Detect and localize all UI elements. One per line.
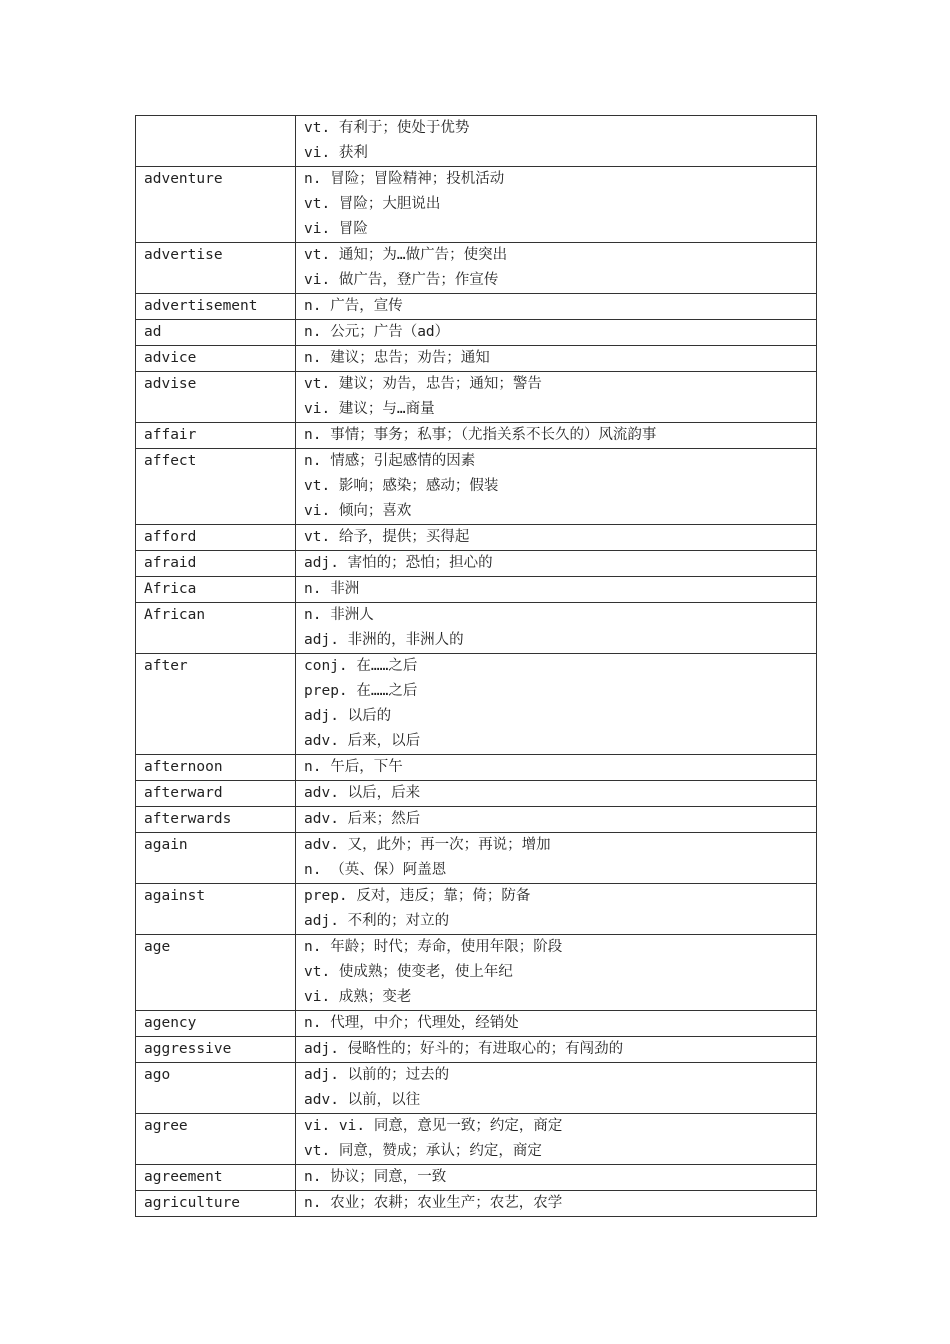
word-cell: agency: [136, 1011, 296, 1037]
word-cell: advertisement: [136, 294, 296, 320]
definition-cell: [296, 1191, 817, 1217]
table-row: [136, 1011, 817, 1037]
definition-cell: [296, 884, 817, 935]
definition-cell: [296, 116, 817, 167]
definition-cell: [296, 1011, 817, 1037]
definition-cell: [296, 654, 817, 755]
definition-line: conj. 在……之后: [304, 658, 418, 674]
definition-cell: [296, 449, 817, 525]
definition-line: n. 冒险；冒险精神；投机活动: [304, 171, 505, 187]
definition-cell: [296, 1114, 817, 1165]
word-cell: ad: [136, 320, 296, 346]
table-row: [136, 1191, 817, 1217]
table-row: [136, 449, 817, 525]
definition-line: n. （英、保）阿盖恩: [304, 862, 447, 878]
definition-line: vi. 获利: [304, 145, 368, 161]
definition-line: adj. 非洲的，非洲人的: [304, 632, 464, 648]
word-cell: afternoon: [136, 755, 296, 781]
table-row: [136, 167, 817, 243]
table-row: [136, 243, 817, 294]
word-cell: agree: [136, 1114, 296, 1165]
definition-line: adj. 不利的；对立的: [304, 913, 450, 929]
table-row: [136, 116, 817, 167]
word-cell: affect: [136, 449, 296, 525]
table-row: [136, 525, 817, 551]
definition-line: adj. 侵略性的；好斗的；有进取心的；有闯劲的: [304, 1041, 624, 1057]
table-row: [136, 1114, 817, 1165]
definition-line: vt. 给予，提供；买得起: [304, 529, 470, 545]
definition-line: n. 非洲人: [304, 607, 374, 623]
definition-line: vt. 有利于；使处于优势: [304, 120, 470, 136]
definition-line: vt. 使成熟；使变老，使上年纪: [304, 964, 513, 980]
definition-cell: [296, 167, 817, 243]
definition-line: adv. 后来，以后: [304, 733, 421, 749]
table-row: [136, 346, 817, 372]
definition-cell: [296, 525, 817, 551]
definition-cell: [296, 781, 817, 807]
definition-cell: [296, 551, 817, 577]
word-cell: advise: [136, 372, 296, 423]
definition-line: n. 公元；广告（ad）: [304, 324, 450, 340]
word-cell: ago: [136, 1063, 296, 1114]
definition-line: n. 年龄；时代；寿命，使用年限；阶段: [304, 939, 563, 955]
definition-line: vt. 同意，赞成；承认；约定，商定: [304, 1143, 542, 1159]
word-cell: after: [136, 654, 296, 755]
word-cell: advice: [136, 346, 296, 372]
word-cell: against: [136, 884, 296, 935]
definition-cell: [296, 294, 817, 320]
definition-line: vi. 倾向；喜欢: [304, 503, 412, 519]
table-row: [136, 935, 817, 1011]
table-row: [136, 884, 817, 935]
definition-cell: [296, 423, 817, 449]
definition-cell: [296, 346, 817, 372]
definition-line: vi. 建议；与…商量: [304, 401, 435, 417]
definition-line: adj. 以前的；过去的: [304, 1067, 450, 1083]
word-cell: aggressive: [136, 1037, 296, 1063]
word-cell: age: [136, 935, 296, 1011]
definition-line: adv. 又，此外；再一次；再说；增加: [304, 837, 551, 853]
definition-line: vt. 通知；为…做广告；使突出: [304, 247, 508, 263]
definition-line: n. 情感；引起感情的因素: [304, 453, 476, 469]
definition-line: vt. 影响；感染；感动；假装: [304, 478, 499, 494]
word-cell: advertise: [136, 243, 296, 294]
definition-line: adv. 以后，后来: [304, 785, 421, 801]
word-cell: again: [136, 833, 296, 884]
definition-cell: [296, 372, 817, 423]
table-row: [136, 755, 817, 781]
word-cell: adventure: [136, 167, 296, 243]
table-row: [136, 807, 817, 833]
word-cell: afford: [136, 525, 296, 551]
definition-cell: [296, 577, 817, 603]
table-row: [136, 1165, 817, 1191]
word-cell: affair: [136, 423, 296, 449]
definition-line: n. 建议；忠告；劝告；通知: [304, 350, 490, 366]
definition-line: vi. 做广告，登广告；作宣传: [304, 272, 499, 288]
definition-line: adv. 以前，以往: [304, 1092, 421, 1108]
word-cell: afterwards: [136, 807, 296, 833]
definition-cell: [296, 1165, 817, 1191]
table-row: [136, 423, 817, 449]
definition-line: vi. 成熟；变老: [304, 989, 412, 1005]
table-row: [136, 372, 817, 423]
definition-line: vt. 建议；劝告，忠告；通知；警告: [304, 376, 542, 392]
definition-cell: [296, 243, 817, 294]
definition-cell: [296, 320, 817, 346]
definition-cell: [296, 1063, 817, 1114]
definition-line: n. 代理，中介；代理处，经销处: [304, 1015, 519, 1031]
definition-line: adj. 害怕的；恐怕；担心的: [304, 555, 493, 571]
word-cell: afraid: [136, 551, 296, 577]
table-row: [136, 294, 817, 320]
table-row: [136, 833, 817, 884]
word-cell: agriculture: [136, 1191, 296, 1217]
table-row: [136, 1037, 817, 1063]
definition-cell: [296, 1037, 817, 1063]
word-cell: Africa: [136, 577, 296, 603]
definition-cell: [296, 935, 817, 1011]
definition-line: n. 事情；事务；私事；（尤指关系不长久的）风流韵事: [304, 427, 657, 443]
table-row: [136, 781, 817, 807]
definition-cell: [296, 807, 817, 833]
table-row: [136, 1063, 817, 1114]
vocabulary-table: [135, 115, 817, 1217]
definition-line: prep. 在……之后: [304, 683, 418, 699]
definition-line: vt. 冒险；大胆说出: [304, 196, 441, 212]
definition-line: n. 非洲: [304, 581, 360, 597]
definition-line: n. 协议；同意，一致: [304, 1169, 447, 1185]
word-cell: African: [136, 603, 296, 654]
definition-cell: [296, 833, 817, 884]
definition-cell: [296, 755, 817, 781]
definition-line: adv. 后来；然后: [304, 811, 421, 827]
table-row: [136, 603, 817, 654]
definition-line: adj. 以后的: [304, 708, 392, 724]
definition-cell: [296, 603, 817, 654]
word-cell: agreement: [136, 1165, 296, 1191]
definition-line: n. 农业；农耕；农业生产；农艺，农学: [304, 1195, 563, 1211]
definition-line: vi. vi. 同意，意见一致；约定，商定: [304, 1118, 563, 1134]
word-cell: [136, 116, 296, 167]
table-row: [136, 320, 817, 346]
vocabulary-table-body: [136, 116, 817, 1217]
definition-line: n. 午后，下午: [304, 759, 403, 775]
table-row: [136, 577, 817, 603]
definition-line: n. 广告，宣传: [304, 298, 403, 314]
definition-line: vi. 冒险: [304, 221, 368, 237]
word-cell: afterward: [136, 781, 296, 807]
table-row: [136, 551, 817, 577]
definition-line: prep. 反对，违反；靠；倚；防备: [304, 888, 531, 904]
table-row: [136, 654, 817, 755]
